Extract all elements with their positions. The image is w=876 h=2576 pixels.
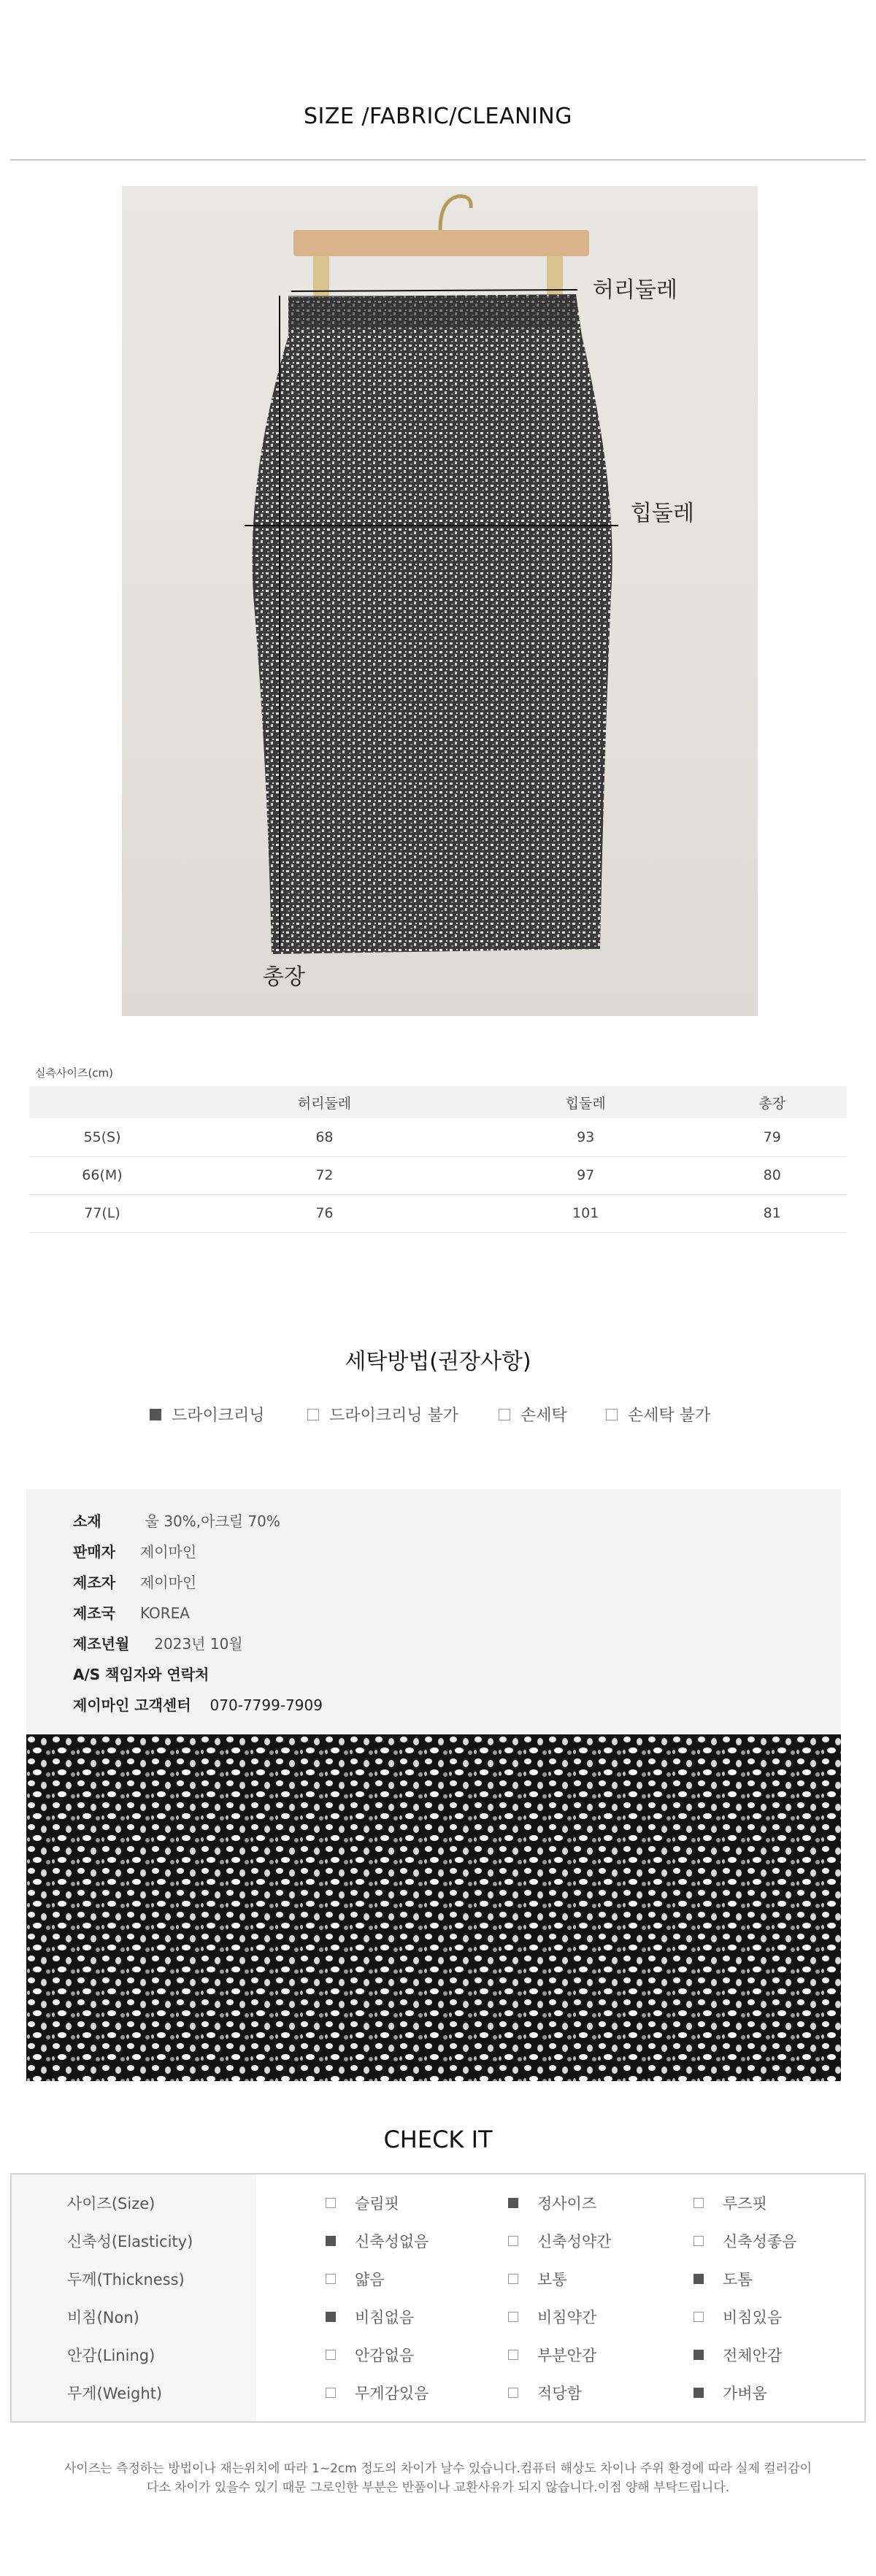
info-value: KOREA bbox=[139, 1604, 190, 1622]
skirt-illustration bbox=[122, 186, 758, 1016]
info-key: 제조년월 bbox=[73, 1635, 130, 1653]
fabric-closeup-photo bbox=[26, 1734, 841, 2081]
header-cell-waist: 허리둘레 bbox=[175, 1086, 474, 1118]
check-option bbox=[508, 2192, 596, 2214]
check-it-panel bbox=[10, 2173, 866, 2423]
empty-box-icon bbox=[694, 2236, 704, 2246]
product-photo bbox=[122, 186, 758, 1016]
check-row-label: 사이즈(Size) bbox=[67, 2195, 155, 2212]
check-option-label: 신축성좋음 bbox=[723, 2233, 797, 2250]
length-cell: 81 bbox=[698, 1194, 848, 1232]
check-option-label: 얇음 bbox=[355, 2271, 385, 2288]
check-option bbox=[694, 2192, 767, 2214]
empty-box-icon bbox=[326, 2388, 336, 2398]
check-option bbox=[508, 2344, 596, 2366]
hip-cell: 97 bbox=[474, 1156, 698, 1194]
checked-box-icon bbox=[694, 2388, 704, 2398]
empty-box-icon bbox=[307, 1409, 319, 1420]
hip-cell: 101 bbox=[474, 1194, 698, 1232]
check-option-label: 비침있음 bbox=[723, 2309, 783, 2326]
footnote bbox=[0, 2459, 876, 2497]
check-option bbox=[694, 2268, 753, 2290]
fabric-texture bbox=[26, 1734, 841, 2081]
check-option bbox=[508, 2306, 596, 2328]
check-option bbox=[508, 2268, 567, 2290]
check-option-label: 신축성없음 bbox=[355, 2233, 429, 2250]
header-cell-length: 총장 bbox=[698, 1086, 848, 1118]
check-option bbox=[694, 2230, 796, 2252]
wash-option-no-dry-clean bbox=[307, 1403, 458, 1426]
empty-box-icon bbox=[508, 2350, 518, 2360]
length-cell: 79 bbox=[698, 1118, 848, 1156]
hip-cell: 93 bbox=[474, 1118, 698, 1156]
check-option bbox=[326, 2230, 429, 2252]
checked-box-icon bbox=[326, 2312, 336, 2322]
wash-option-dry-clean bbox=[150, 1403, 265, 1426]
check-row-label: 두께(Thickness) bbox=[67, 2271, 185, 2288]
wash-option-label: 손세탁 불가 bbox=[628, 1407, 711, 1425]
size-table-header bbox=[29, 1086, 847, 1118]
check-option-label: 신축성약간 bbox=[537, 2233, 612, 2250]
size-cell: 66(M) bbox=[29, 1156, 175, 1194]
info-date bbox=[73, 1632, 243, 1653]
size-cell: 77(L) bbox=[29, 1194, 175, 1232]
check-option bbox=[694, 2344, 782, 2366]
checked-box-icon bbox=[694, 2350, 704, 2360]
waist-cell: 68 bbox=[175, 1118, 474, 1156]
info-maker bbox=[73, 1571, 196, 1592]
size-table-caption: 실측사이즈(cm) bbox=[35, 1066, 114, 1080]
divider bbox=[10, 159, 866, 161]
info-as bbox=[73, 1663, 209, 1684]
check-option bbox=[326, 2344, 414, 2366]
check-option bbox=[508, 2230, 611, 2252]
info-value: 2023년 10월 bbox=[154, 1635, 243, 1653]
info-key: 소재 bbox=[73, 1512, 101, 1530]
check-option bbox=[326, 2268, 385, 2290]
info-material bbox=[73, 1510, 280, 1531]
empty-box-icon bbox=[326, 2350, 336, 2360]
check-option-label: 정사이즈 bbox=[537, 2195, 597, 2212]
washing-options bbox=[0, 1403, 876, 1425]
waist-cell: 72 bbox=[175, 1156, 474, 1194]
section-title-size: SIZE /FABRIC/CLEANING bbox=[303, 104, 572, 129]
check-option bbox=[326, 2192, 399, 2214]
footnote-line: 다소 차이가 있을수 있기 때문 그로인한 부분은 반품이나 교환사유가 되지 않습니다.이점 양해 부탁드립니다. bbox=[146, 2480, 730, 2495]
size-cell: 55(S) bbox=[29, 1118, 175, 1156]
table-row bbox=[29, 1118, 847, 1156]
check-option bbox=[694, 2306, 782, 2328]
empty-box-icon bbox=[694, 2198, 704, 2208]
length-label: 총장 bbox=[263, 964, 305, 990]
wash-option-label: 손세탁 bbox=[520, 1407, 567, 1425]
info-key: 판매자 bbox=[73, 1543, 115, 1561]
check-option bbox=[508, 2382, 582, 2404]
check-option-label: 전체안감 bbox=[723, 2347, 783, 2364]
waist-cell: 76 bbox=[175, 1194, 474, 1232]
empty-box-icon bbox=[508, 2274, 518, 2284]
wash-option-label: 드라이크리닝 bbox=[172, 1407, 265, 1425]
empty-box-icon bbox=[508, 2312, 518, 2322]
checked-box-icon bbox=[694, 2274, 704, 2284]
check-row-label: 무게(Weight) bbox=[67, 2385, 163, 2402]
check-option-label: 슬림핏 bbox=[355, 2195, 399, 2212]
check-row-lining bbox=[12, 2335, 864, 2372]
check-row-label: 비침(Non) bbox=[67, 2309, 139, 2326]
check-option-label: 비침없음 bbox=[355, 2309, 415, 2326]
check-option bbox=[326, 2306, 414, 2328]
info-cs bbox=[73, 1693, 323, 1715]
info-seller bbox=[73, 1540, 196, 1561]
check-option-label: 가벼움 bbox=[723, 2385, 767, 2402]
check-option-label: 도톰 bbox=[723, 2271, 753, 2288]
info-value: 울 30%,아크릴 70% bbox=[145, 1512, 280, 1530]
check-option-label: 루즈핏 bbox=[723, 2195, 767, 2212]
empty-box-icon bbox=[694, 2312, 704, 2322]
check-row-weight bbox=[12, 2373, 864, 2410]
wash-option-no-hand-wash bbox=[606, 1403, 710, 1426]
header-cell-size bbox=[29, 1086, 175, 1118]
info-key: 제조국 bbox=[73, 1604, 115, 1622]
empty-box-icon bbox=[606, 1409, 618, 1420]
check-row-thickness bbox=[12, 2259, 864, 2296]
info-key: A/S 책임자와 연락처 bbox=[73, 1666, 210, 1683]
check-row-elasticity bbox=[12, 2221, 864, 2258]
check-row-label: 신축성(Elasticity) bbox=[67, 2233, 193, 2250]
waist-label: 허리둘레 bbox=[593, 277, 677, 303]
info-country bbox=[73, 1602, 190, 1623]
info-value: 제이마인 bbox=[139, 1543, 197, 1561]
empty-box-icon bbox=[326, 2198, 336, 2208]
length-cell: 80 bbox=[698, 1156, 848, 1194]
footnote-line: 사이즈는 측정하는 방법이나 재는위치에 따라 1~2cm 정도의 차이가 날수 있습니다.컴퓨터 해상도 차이나 주위 환경에 따라 실제 컬러감이 bbox=[64, 2461, 812, 2476]
empty-box-icon bbox=[499, 1409, 510, 1420]
product-info-panel bbox=[26, 1489, 841, 1734]
info-value: 제이마인 bbox=[139, 1574, 197, 1591]
empty-box-icon bbox=[508, 2236, 518, 2246]
info-value: 070-7799-7909 bbox=[210, 1696, 323, 1714]
hip-label: 힙둘레 bbox=[631, 501, 694, 526]
check-row-sheerness bbox=[12, 2297, 864, 2334]
check-option-label: 무게감있음 bbox=[355, 2385, 429, 2402]
section-title-washing: 세탁방법(권장사항) bbox=[345, 1349, 531, 1374]
info-key: 제조자 bbox=[73, 1574, 115, 1591]
check-option-label: 비침약간 bbox=[537, 2309, 597, 2326]
check-option bbox=[694, 2382, 767, 2404]
empty-box-icon bbox=[326, 2274, 336, 2284]
check-row-label: 안감(Lining) bbox=[67, 2347, 155, 2364]
table-row bbox=[29, 1156, 847, 1194]
checked-box-icon bbox=[508, 2198, 518, 2208]
empty-box-icon bbox=[508, 2388, 518, 2398]
check-option-label: 부분안감 bbox=[537, 2347, 597, 2364]
wash-option-hand-wash bbox=[499, 1403, 567, 1426]
info-key: 제이마인 고객센터 bbox=[73, 1696, 191, 1714]
header-cell-hip: 힙둘레 bbox=[474, 1086, 698, 1118]
checked-box-icon bbox=[150, 1409, 161, 1420]
check-option-label: 보통 bbox=[537, 2271, 567, 2288]
checked-box-icon bbox=[326, 2236, 336, 2246]
check-option bbox=[326, 2382, 429, 2404]
check-option-label: 안감없음 bbox=[355, 2347, 415, 2364]
check-row-size bbox=[12, 2183, 864, 2220]
size-table bbox=[29, 1086, 847, 1233]
wash-option-label: 드라이크리닝 불가 bbox=[329, 1407, 459, 1425]
table-row bbox=[29, 1194, 847, 1232]
check-option-label: 적당함 bbox=[537, 2385, 582, 2402]
section-title-check-it: CHECK IT bbox=[383, 2126, 493, 2153]
